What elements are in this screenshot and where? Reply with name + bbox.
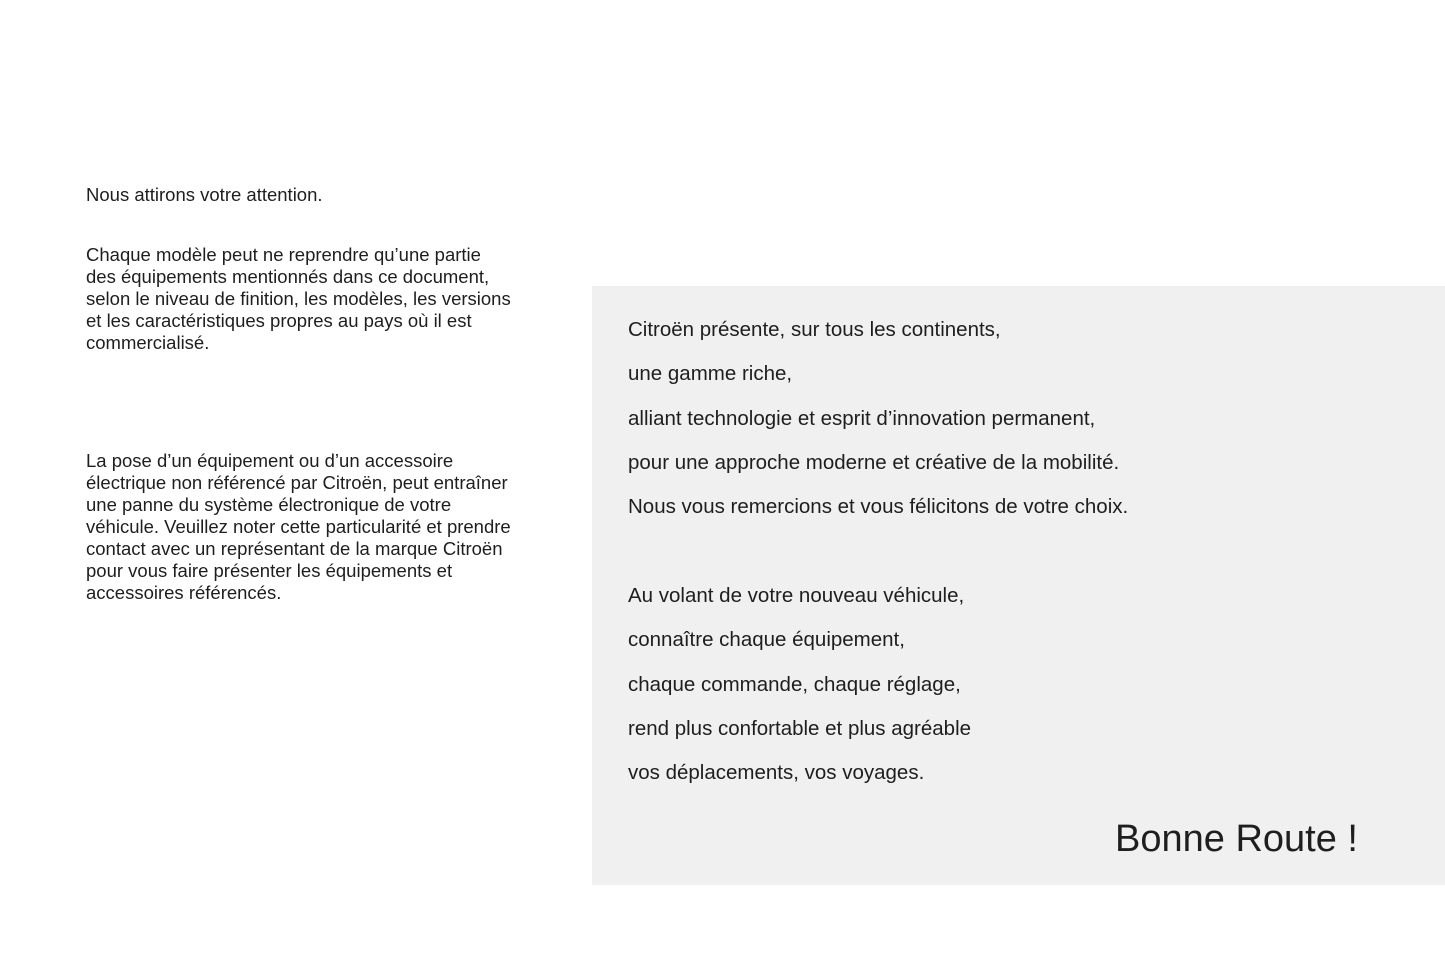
welcome-block-driving (628, 584, 971, 805)
paragraph-line: une panne du système électronique de votre (86, 494, 452, 515)
attention-heading: Nous attirons votre attention. (86, 184, 323, 205)
welcome-line: vos déplacements, vos voyages. (628, 761, 925, 785)
paragraph-line: pour vous faire présenter les équipements et (86, 560, 453, 581)
paragraph-line: véhicule. Veuillez noter cette particularité et prendre (86, 516, 511, 537)
closing-greeting: Bonne Route ! (1115, 818, 1358, 860)
welcome-line: rend plus confortable et plus agréable (628, 716, 972, 740)
welcome-line: Citroën présente, sur tous les continents, (628, 318, 1001, 341)
paragraph-line: accessoires référencés. (86, 582, 282, 603)
welcome-line: Nous vous remercions et vous félicitons de votre choix. (628, 495, 1129, 519)
welcome-panel (592, 286, 1445, 885)
paragraph-line: commercialisé. (86, 332, 210, 353)
equipment-notice-paragraph (86, 244, 511, 354)
welcome-line: Au volant de votre nouveau véhicule, (628, 584, 965, 607)
welcome-block-intro (628, 318, 1128, 539)
paragraph-line: contact avec un représentant de la marque Citroën (86, 538, 503, 559)
welcome-line: chaque commande, chaque réglage, (628, 672, 961, 696)
welcome-line: une gamme riche, (628, 362, 793, 386)
paragraph-line: et les caractéristiques propres au pays où il est (86, 310, 472, 331)
welcome-line: alliant technologie et esprit d’innovation permanent, (628, 406, 1096, 430)
paragraph-line: Chaque modèle peut ne reprendre qu’une partie (86, 244, 481, 265)
paragraph-line: selon le niveau de finition, les modèles, les versions (86, 288, 511, 309)
accessory-notice-paragraph (86, 450, 511, 604)
paragraph-line: électrique non référencé par Citroën, peut entraîner (86, 472, 508, 493)
paragraph-line: La pose d’un équipement ou d’un accessoire (86, 450, 454, 471)
welcome-line: connaître chaque équipement, (628, 628, 905, 652)
paragraph-line: des équipements mentionnés dans ce document, (86, 266, 490, 287)
welcome-line: pour une approche moderne et créative de la mobilité. (628, 450, 1120, 474)
